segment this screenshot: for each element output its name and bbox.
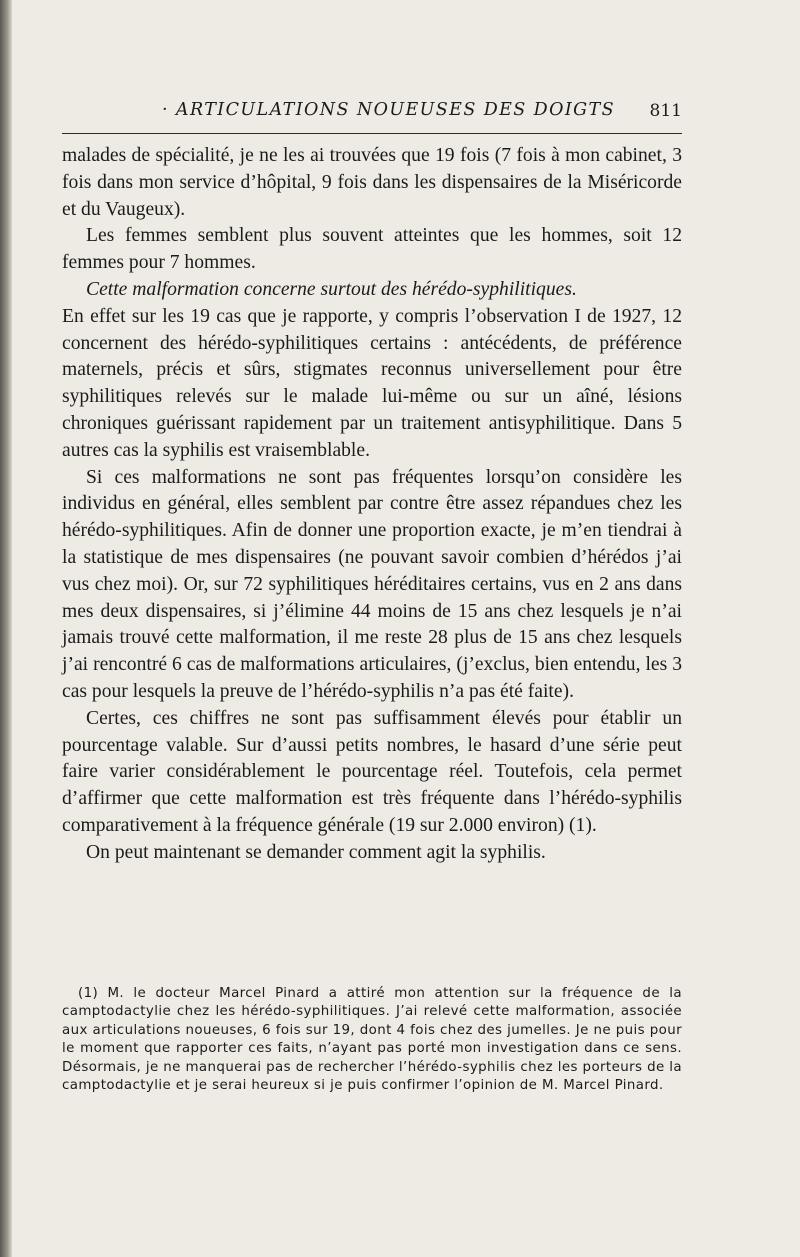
footnote-1: (1) M. le docteur Marcel Pinard a attiré mon attention sur la fréquence de la camptodactylie chez les hérédo-syphilitiques. J’ai relevé cette malformation, associée aux articulations noueuses, 6 fois sur 19, dont 4 fois chez des jumelles. Je ne puis pour le moment que rapporter ces faits, n’ayant pas porté mon investigation dans ce sens. Désormais, je ne manquerai pas de rechercher l’hérédo-syphilis chez les porteurs de la camptodactylie et je serai heureux si je puis confirmer l’opinion de M. Marcel Pinard. [62,986,682,1094]
page-number: 811 [649,101,682,121]
paragraph-3-italic-heading: Cette malformation concerne surtout des hérédo-syphilitiques. [86,278,577,300]
paragraph-1: malades de spécialité, je ne les ai trouvées que 19 fois (7 fois à mon cabinet, 3 fois dans mon service d’hôpital, 9 fois dans les dispensaires de la Miséricorde et du Vaugeux). [62,145,682,220]
body-text [62,143,682,867]
running-title: · ARTICULATIONS NOUEUSES DES DOIGTS [162,100,615,120]
paragraph-4: En effet sur les 19 cas que je rapporte, y compris l’observation I de 1927, 12 concernent des hérédo-syphilitiques certains : antécédents, de préférence maternels, précis et sûrs, stigmates reconnus universellement pour être syphilitiques relevés sur le malade lui-même ou sur un aîné, lésions chroniques guérissant rapidement par un traitement antisyphilitique. Dans 5 autres cas la syphilis est vraisemblable. [62,305,682,461]
paragraph-2: Les femmes semblent plus souvent atteintes que les hommes, soit 12 femmes pour 7 hommes. [62,225,682,274]
paragraph-5: Si ces malformations ne sont pas fréquentes lorsqu’on considère les individus en général, elles semblent par contre être assez répandues chez les hérédo-syphilitiques. Afin de donner une proportion exacte, je m’en tiendrai à la statistique de mes dispensaires (ne pouvant savoir combien d’hérédos j’ai vus chez moi). Or, sur 72 syphilitiques héréditaires certains, vus en 2 ans dans mes deux dispensaires, si j’élimine 44 moins de 15 ans chez lesquels je n’ai jamais trouvé cette malformation, il me reste 28 plus de 15 ans chez lesquels j’ai rencontré 6 cas de malformations articulaires, (j’exclus, bien entendu, les 3 cas pour lesquels la preuve de l’hérédo-syphilis n’a pas été faite). [62,466,682,702]
footnotes [62,985,682,1095]
page-header [62,100,682,126]
page-gutter-shadow [0,0,12,1257]
paragraph-7: On peut maintenant se demander comment agit la syphilis. [86,841,546,863]
header-rule [62,133,682,134]
paragraph-6: Certes, ces chiffres ne sont pas suffisamment élevés pour établir un pourcentage valable. Sur d’aussi petits nombres, le hasard d’une série peut faire varier considérablement le pourcentage réel. Toutefois, cela permet d’affirmer que cette malformation est très fréquente dans l’hérédo-syphilis comparativement à la fréquence générale (19 sur 2.000 environ) (1). [62,707,682,836]
